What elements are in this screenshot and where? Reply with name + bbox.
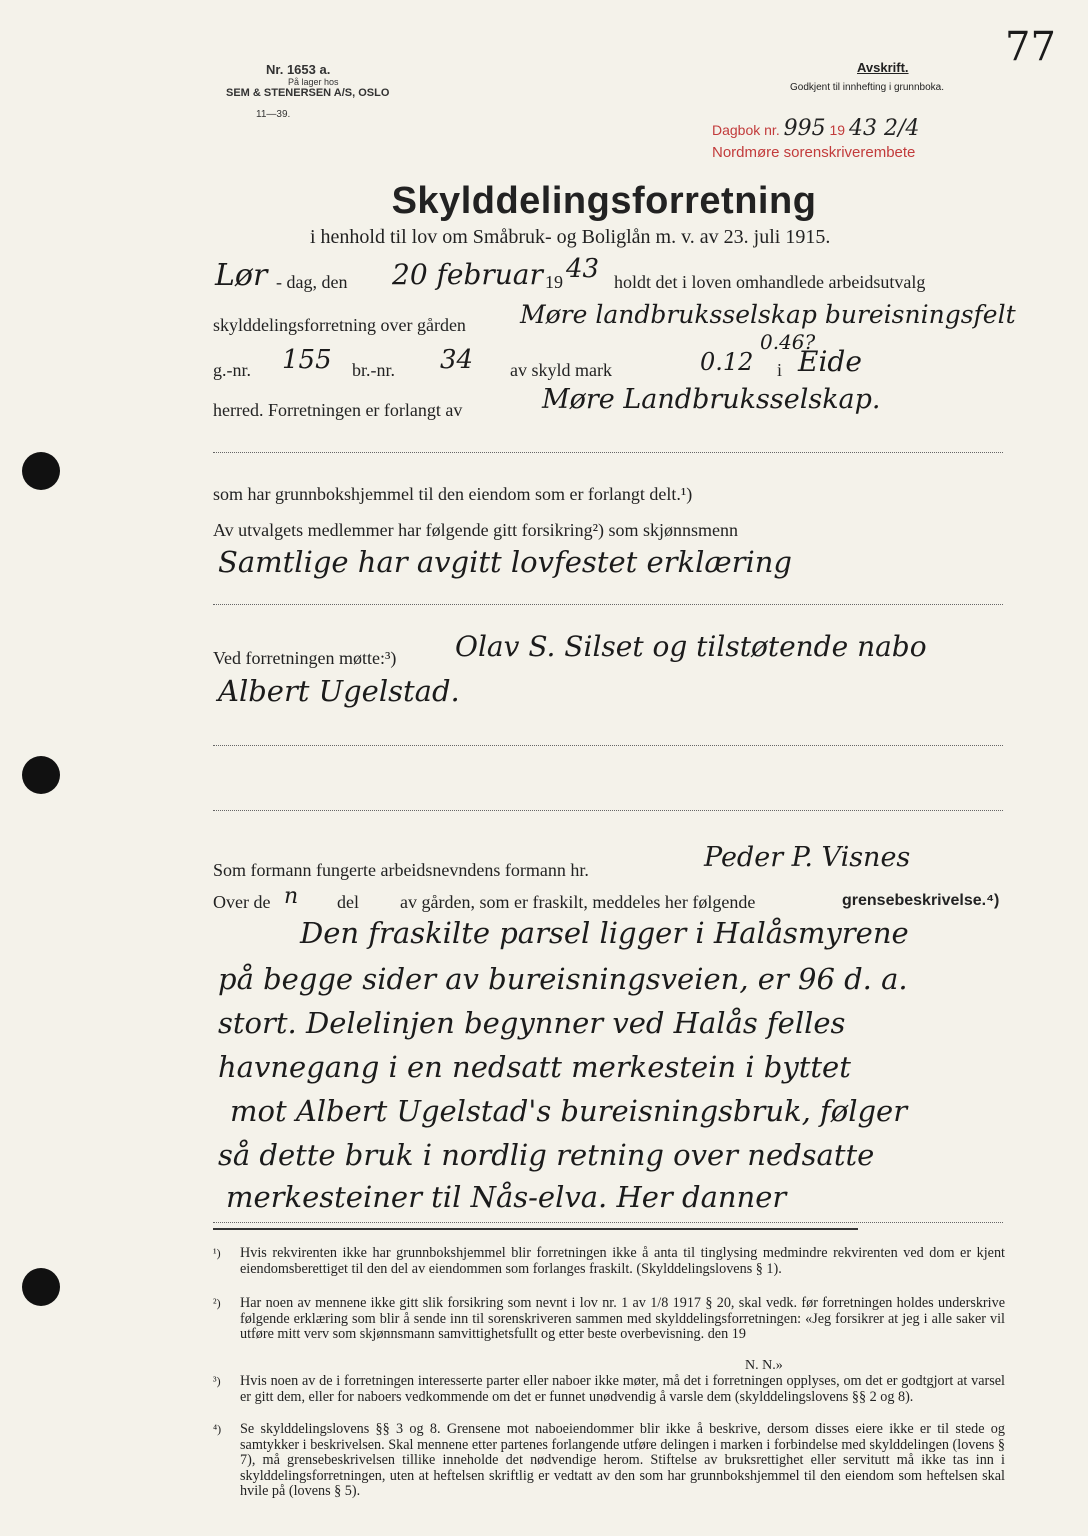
punch-hole-top [22, 452, 60, 490]
office-stamp: Nordmøre sorenskriverembete [712, 144, 916, 161]
del-label: del [337, 892, 359, 912]
footnote-text: Hvis rekvirenten ikke har grunnbokshjemmel blir forretningen ikke å anta til tinglysing medmindre rekvirenten ved dom er kjent eiendomsberettiget til den del av eiendommen som forlanges fraskilt. (Skylddelingslovens § 1). [240, 1245, 1005, 1277]
copy-label: Avskrift. [857, 60, 909, 75]
over-handwritten: n [284, 884, 299, 909]
journal-stamp [712, 116, 919, 141]
requested-by: Møre Landbruksselskap. [542, 384, 881, 415]
footnote-number: ⁴) [213, 1422, 222, 1436]
footnote-number: ¹) [213, 1246, 221, 1260]
skyld-label: av skyld mark [510, 360, 612, 380]
herred-label: herred. Forretningen er forlangt av [213, 400, 463, 420]
description-line: havnegang i en nedsatt merkestein i byttet [218, 1050, 851, 1084]
description-line: mot Albert Ugelstad's bureisningsbruk, følger [230, 1094, 908, 1128]
chair-handwritten: Peder P. Visnes [704, 842, 911, 873]
document-title: Skylddelingsforretning [391, 180, 817, 222]
over-farm-label: skylddelingsforretning over gården [213, 315, 466, 335]
footnote-number: ³) [213, 1374, 221, 1388]
blank-line [213, 1222, 1003, 1223]
approved-text: Godkjent til innhefting i grunnboka. [790, 82, 944, 93]
place-value: Eide [798, 345, 862, 378]
date-handwritten: 20 februar [392, 258, 543, 291]
day-label: - dag, den [276, 272, 348, 292]
bnr-label: br.-nr. [352, 360, 395, 380]
footnote-number: ²) [213, 1296, 221, 1310]
gnr-label: g.-nr. [213, 360, 251, 380]
footnote-text: Se skylddelingslovens §§ 3 og 8. Grensene mot naboeiendommer blir ikke å beskrive, dersom disses eiere ikke er til stede og samtykker i beskrivelsen. Skal mennene etter partenes forlangende utføre delingen i marken i forbindelse med skylddelingen (lovens § 7), må grensebeskrivelsen tillike inneholde det nødvendige herom. Stiftelse av bruksrettighet eller servitutt må ikke tas inn i skylddelingsforretningen, uten at heftelsen skriftlig er vedtatt av den som har grunnbokshjemmel til den eiendom som heftelsen skal hvile på (lovens § 5). [240, 1421, 1005, 1499]
skyld-correction: 0.46? [760, 330, 816, 354]
description-line: så dette bruk i nordlig retning over nedsatte [218, 1138, 875, 1172]
document-subtitle: i henhold til lov om Småbruk- og Boliglån m. v. av 23. juli 1915. [310, 226, 831, 248]
printer-block [226, 62, 390, 120]
held-text: holdt det i loven omhandlede arbeidsutvalg [614, 272, 926, 292]
footnote-text: Hvis noen av de i forretningen interesserte parter eller naboer ikke møter, må det i forretningen opplyses, om det er godtgjort at varsel er gitt dem, eller for naboers vedkommende om det er funnet unødvendig å varsle dem (skylddelingslovens §§ 2 og 8). [240, 1373, 1005, 1405]
members-text: Av utvalgets medlemmer har følgende gitt forsikring²) som skjønnsmenn [213, 520, 738, 540]
journal-date: 43 2/4 [848, 116, 920, 141]
over-label: Over de [213, 892, 271, 912]
bnr-value: 34 [440, 345, 474, 375]
skyld-value: 0.12 [700, 348, 754, 376]
year-handwritten: 43 [566, 254, 600, 284]
attended-label: Ved forretningen møtte:³) [213, 648, 397, 668]
year-prefix: 19 [545, 272, 563, 292]
punch-hole-middle [22, 756, 60, 794]
chair-label: Som formann fungerte arbeidsnevndens formann hr. [213, 860, 589, 880]
members-handwritten: Samtlige har avgitt lovfestet erklæring [218, 545, 792, 579]
attended-handwritten-1: Olav S. Silset og tilstøtende nabo [455, 630, 927, 663]
attended-handwritten-2: Albert Ugelstad. [218, 674, 460, 708]
journal-label: Dagbok nr. [712, 122, 780, 138]
blank-line [213, 604, 1003, 605]
description-line: merkesteiner til Nås-elva. Her danner [226, 1180, 787, 1214]
footnote-signature: N. N.» [745, 1358, 783, 1373]
boundary-label: grensebeskrivelse.⁴) [842, 892, 1000, 909]
description-line: på begge sider av bureisningsveien, er 96 d. a. [218, 962, 908, 996]
printer-firm: SEM & STENERSEN A/S, OSLO [226, 87, 390, 99]
available-at: På lager hos [288, 77, 339, 87]
part-text: av gården, som er fraskilt, meddeles her følgende [400, 892, 756, 912]
punch-hole-bottom [22, 1268, 60, 1306]
journal-number: 995 [783, 116, 826, 141]
form-number: Nr. 1653 a. [266, 62, 331, 77]
journal-year-prefix: 19 [829, 122, 846, 138]
page-number: 77 [1005, 24, 1056, 70]
footnote-divider [213, 1228, 858, 1230]
blank-line [213, 810, 1003, 811]
hjemmel-text: som har grunnbokshjemmel til den eiendom som er forlangt delt.¹) [213, 484, 693, 504]
description-line: stort. Delelinjen begynner ved Halås felles [218, 1006, 846, 1040]
i-label: i [777, 360, 783, 380]
gnr-value: 155 [282, 345, 332, 375]
blank-line [213, 745, 1003, 746]
footnote-text: Har noen av mennene ikke gitt slik forsikring som nevnt i lov nr. 1 av 1/8 1917 § 20, skal vedk. før forretningen holdes underskrive følgende erklæring som blir å sende inn til sorenskriveren sammen med skylddelingsforretningen: «Jeg forsikrer at jeg i alle saker vil utføre mitt verv som skjønnsmann samvittighetsfullt og etter beste overbevisning. den 19 [240, 1295, 1005, 1342]
print-date: 11—39. [256, 109, 291, 120]
description-line: Den fraskilte parsel ligger i Halåsmyrene [300, 916, 909, 950]
day-handwritten: Lør [215, 258, 268, 293]
blank-line [213, 452, 1003, 453]
farm-handwritten: Møre landbruksselskap bureisningsfelt [520, 300, 1016, 329]
